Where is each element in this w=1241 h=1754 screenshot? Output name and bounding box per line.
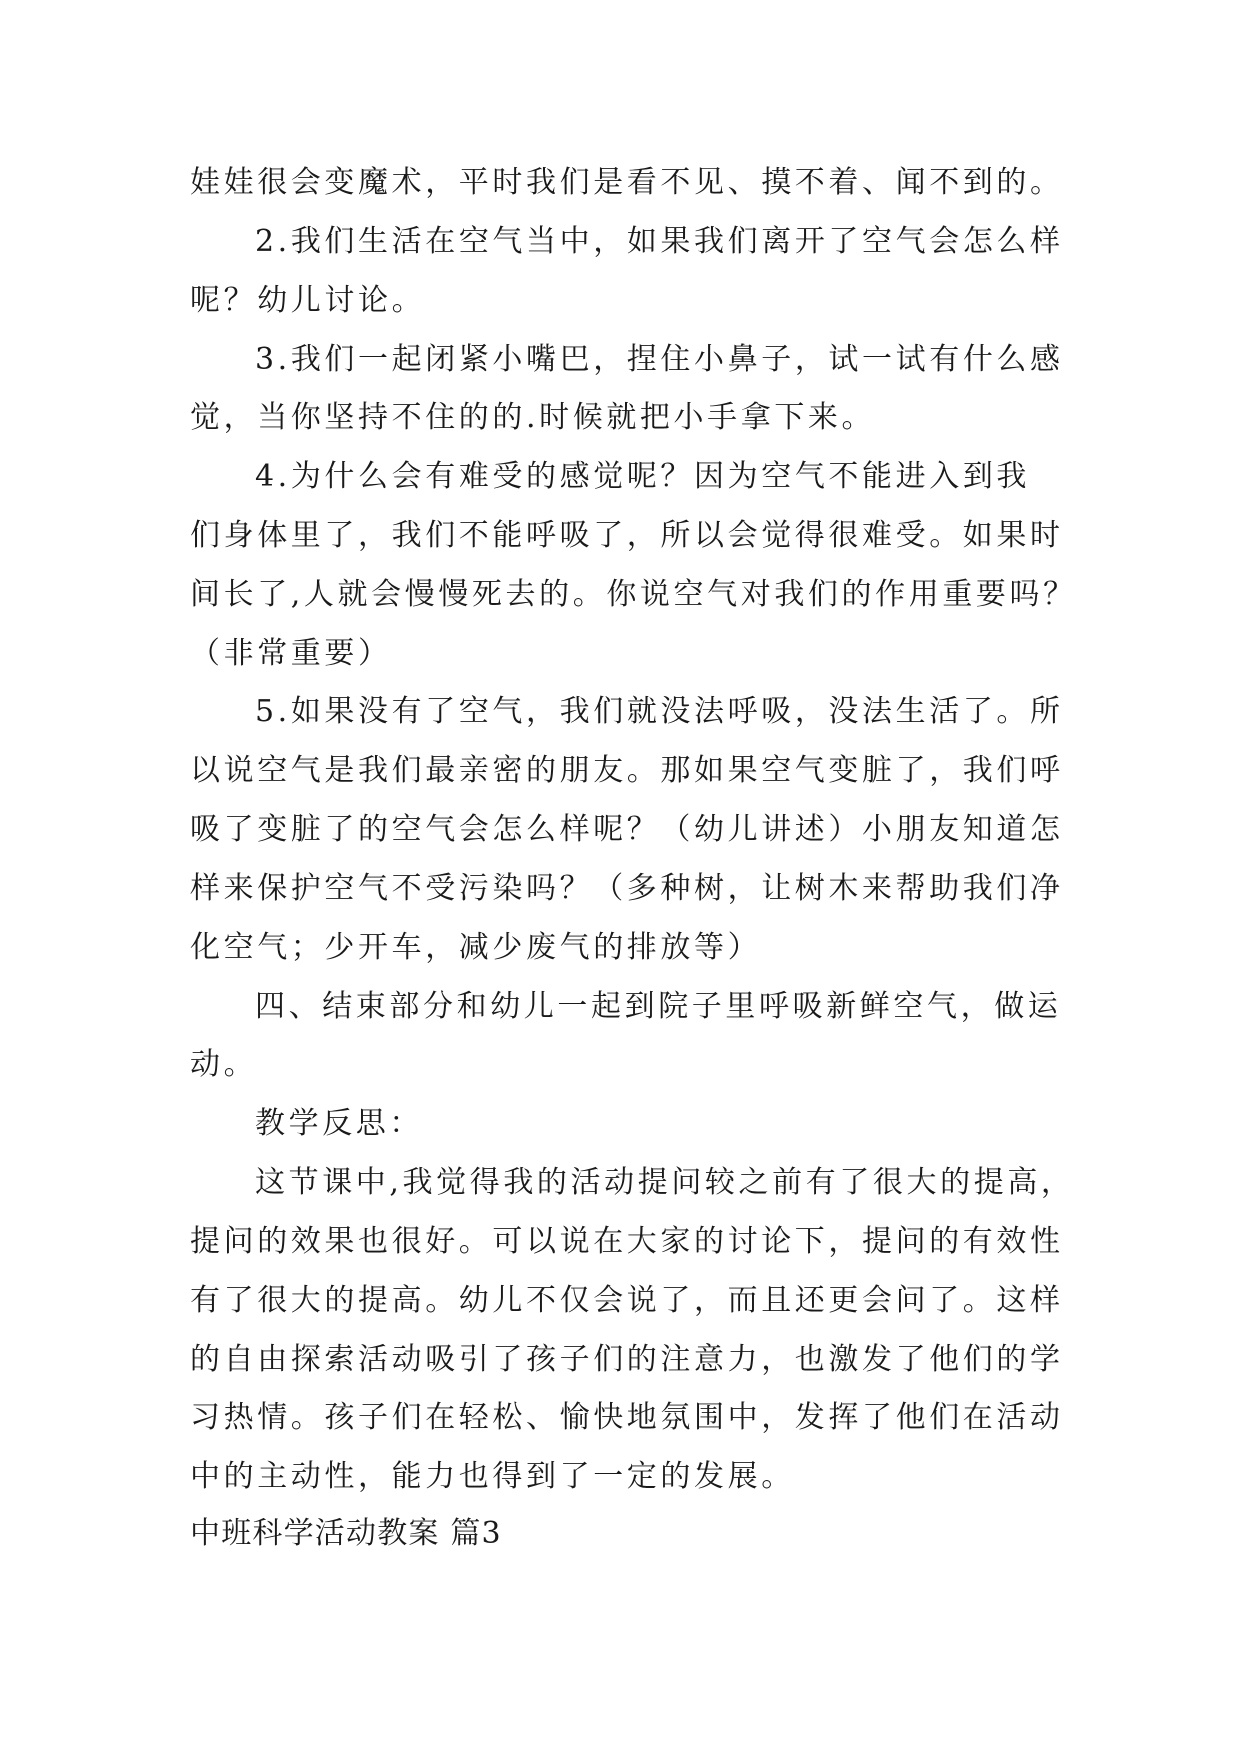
paragraph-line: 吸了变脏了的空气会怎么样呢？（幼儿讲述）小朋友知道怎 [190,812,1064,847]
paragraph-line: 中的主动性，能力也得到了一定的发展。 [190,1459,795,1494]
paragraph-line: 教学反思： [255,1106,423,1141]
paragraph-line: 5.如果没有了空气，我们就没法呼吸，没法生活了。所 [255,694,1064,729]
paragraph-line: 化空气；少开车，减少废气的排放等） [190,930,762,965]
paragraph-line: 动。 [190,1047,258,1082]
paragraph-line: 呢？幼儿讨论。 [190,283,426,318]
paragraph-line: 以说空气是我们最亲密的朋友。那如果空气变脏了，我们呼 [190,753,1064,788]
section-heading: 中班科学活动教案 篇3 [190,1516,502,1551]
paragraph-line: 这节课中,我觉得我的活动提问较之前有了很大的提高， [255,1165,1075,1200]
paragraph-line: 习热情。孩子们在轻松、愉快地氛围中，发挥了他们在活动 [190,1400,1064,1435]
paragraph-line: 娃娃很会变魔术，平时我们是看不见、摸不着、闻不到的。 [190,165,1064,200]
paragraph-line: 间长了,人就会慢慢死去的。你说空气对我们的作用重要吗？ [190,577,1077,612]
paragraph-line: 4.为什么会有难受的感觉呢？因为空气不能进入到我 [255,459,1031,494]
paragraph-line: 四、结束部分和幼儿一起到院子里呼吸新鲜空气，做运 [255,989,1062,1024]
paragraph-line: 有了很大的提高。幼儿不仅会说了，而且还更会问了。这样 [190,1283,1064,1318]
paragraph-line: 2.我们生活在空气当中，如果我们离开了空气会怎么样 [255,224,1064,259]
paragraph-line: 们身体里了，我们不能呼吸了，所以会觉得很难受。如果时 [190,518,1064,553]
paragraph-line: 提问的效果也很好。可以说在大家的讨论下，提问的有效性 [190,1224,1064,1259]
paragraph-line: 样来保护空气不受污染吗？（多种树，让树木来帮助我们净 [190,871,1064,906]
paragraph-line: 觉，当你坚持不住的的.时候就把小手拿下来。 [190,400,876,435]
paragraph-line: 的自由探索活动吸引了孩子们的注意力，也激发了他们的学 [190,1342,1064,1377]
paragraph-line: （非常重要） [190,636,392,671]
paragraph-line: 3.我们一起闭紧小嘴巴，捏住小鼻子，试一试有什么感 [255,342,1064,377]
